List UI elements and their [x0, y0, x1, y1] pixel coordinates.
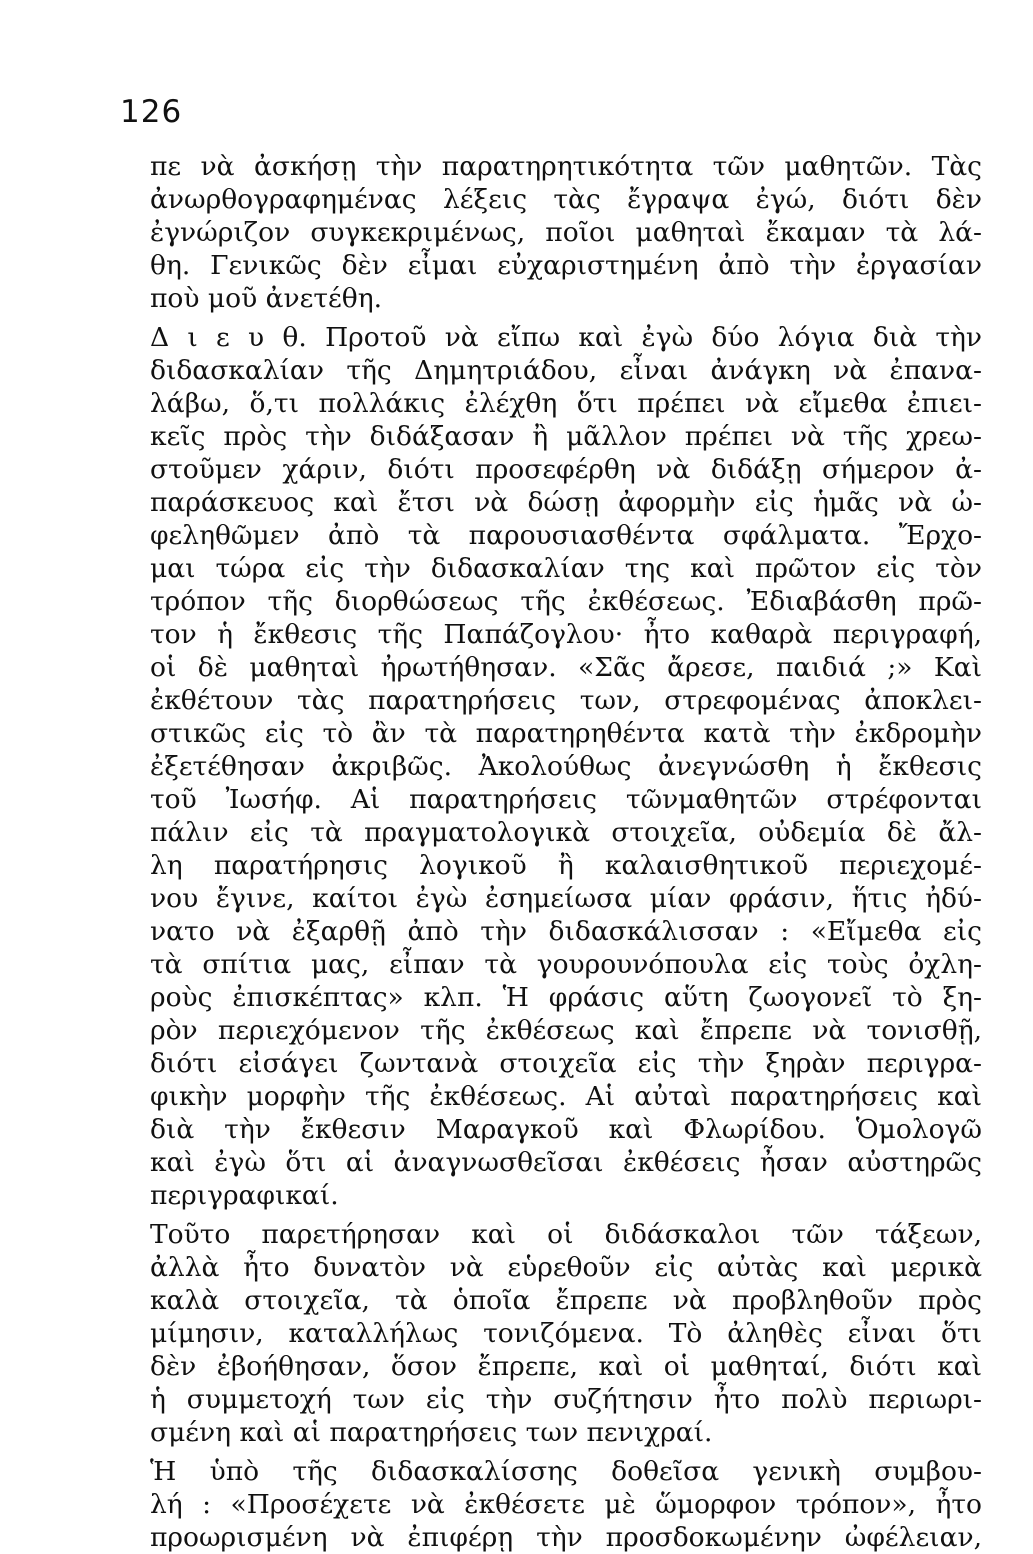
text-line: δὲν ἐβοήθησαν, ὅσον ἔπρεπε, καὶ οἱ μαθηταί, διότι καὶ	[150, 1351, 982, 1382]
text-line: ροὺς ἐπισκέπτας» κλπ. Ἡ φράσις αὕτη ζωογονεῖ τὸ ξη-	[150, 982, 982, 1013]
text-line: Τοῦτο παρετήρησαν καὶ οἱ διδάσκαλοι τῶν τάξεων,	[150, 1219, 982, 1250]
text-line: τρόπον τῆς διορθώσεως τῆς ἐκθέσεως. Ἐδιαβάσθη πρῶ-	[150, 586, 982, 617]
text-line: καλὰ στοιχεῖα, τὰ ὁποῖα ἔπρεπε νὰ προβληθοῦν πρὸς	[150, 1285, 982, 1316]
text-line: ἀλλὰ ἦτο δυνατὸν νὰ εὑρεθοῦν εἰς αὐτὰς καὶ μερικὰ	[150, 1252, 982, 1283]
text-line: παράσκευος καὶ ἔτσι νὰ δώσῃ ἀφορμὴν εἰς ἡμᾶς νὰ ὠ-	[150, 487, 982, 518]
text-line: ἀνωρθογραφημένας λέξεις τὰς ἔγραψα ἐγώ, διότι δὲν	[150, 184, 982, 215]
text-line: ἐκθέτουν τὰς παρατηρήσεις των, στρεφομένας ἀποκλει-	[150, 685, 982, 716]
text-line: νατο νὰ ἐξαρθῇ ἀπὸ τὴν διδασκάλισσαν : «Εἴμεθα εἰς	[150, 916, 982, 947]
paragraph-4	[150, 1455, 982, 1554]
text-line: καὶ ἐγὼ ὅτι αἱ ἀναγνωσθεῖσαι ἐκθέσεις ἦσαν αὐστηρῶς	[150, 1147, 982, 1178]
text-line: προωρισμένη νὰ ἐπιφέρῃ τὴν προσδοκωμένην ὠφέλειαν,	[150, 1522, 982, 1553]
text-line: πάλιν εἰς τὰ πραγματολογικὰ στοιχεῖα, οὐδεμία δὲ ἄλ-	[150, 817, 982, 848]
body-text	[150, 150, 982, 1554]
text-line: διότι εἰσάγει ζωντανὰ στοιχεῖα εἰς τὴν ξηρὰν περιγρα-	[150, 1048, 982, 1079]
text-line: πε νὰ ἀσκήσῃ τὴν παρατηρητικότητα τῶν μαθητῶν. Τὰς	[150, 151, 982, 182]
paragraph-2	[150, 321, 982, 1212]
text-line: στικῶς εἰς τὸ ἂν τὰ παρατηρηθέντα κατὰ τὴν ἐκδρομὴν	[150, 718, 982, 749]
text-line: θη. Γενικῶς δὲν εἶμαι εὐχαριστημένη ἀπὸ τὴν ἐργασίαν	[150, 250, 982, 281]
text-line: περιγραφικαί.	[150, 1180, 339, 1211]
page-number: 126	[120, 94, 183, 130]
paragraph-1	[150, 150, 982, 315]
text-line: ποὺ μοῦ ἀνετέθη.	[150, 283, 382, 314]
text-line: λή : «Προσέχετε νὰ ἐκθέσετε μὲ ὥμορφον τρόπον», ἦτο	[150, 1489, 982, 1520]
text-line: Δ ι ε υ θ. Προτοῦ νὰ εἴπω καὶ ἐγὼ δύο λόγια διὰ τὴν	[150, 322, 982, 353]
text-line: διδασκαλίαν τῆς Δημητριάδου, εἶναι ἀνάγκη νὰ ἐπανα-	[150, 355, 982, 386]
text-line: λη παρατήρησις λογικοῦ ἢ καλαισθητικοῦ περιεχομέ-	[150, 850, 982, 881]
text-line: Ἡ ὑπὸ τῆς διδασκαλίσσης δοθεῖσα γενικὴ συμβου-	[150, 1456, 982, 1487]
text-line: μαι τώρα εἰς τὴν διδασκαλίαν της καὶ πρῶτον εἰς τὸν	[150, 553, 982, 584]
text-line: ρὸν περιεχόμενον τῆς ἐκθέσεως καὶ ἔπρεπε νὰ τονισθῇ,	[150, 1015, 982, 1046]
text-line: νου ἔγινε, καίτοι ἐγὼ ἐσημείωσα μίαν φράσιν, ἥτις ἠδύ-	[150, 883, 982, 914]
paragraph-3	[150, 1218, 982, 1449]
text-line: κεῖς πρὸς τὴν διδάξασαν ἢ μᾶλλον πρέπει νὰ τῆς χρεω-	[150, 421, 982, 452]
text-line: οἱ δὲ μαθηταὶ ἠρωτήθησαν. «Σᾶς ἄρεσε, παιδιά ;» Καὶ	[150, 652, 982, 683]
text-line: σμένη καὶ αἱ παρατηρήσεις των πενιχραί.	[150, 1417, 713, 1448]
text-line: τον ἡ ἔκθεσις τῆς Παπάζογλου· ἦτο καθαρὰ περιγραφή,	[150, 619, 982, 650]
text-line: ἐξετέθησαν ἀκριβῶς. Ἀκολούθως ἀνεγνώσθη ἡ ἔκθεσις	[150, 751, 982, 782]
text-line: μίμησιν, καταλλήλως τονιζόμενα. Τὸ ἀληθὲς εἶναι ὅτι	[150, 1318, 982, 1349]
text-line: τοῦ Ἰωσήφ. Αἱ παρατηρήσεις τῶνμαθητῶν στρέφονται	[150, 784, 982, 815]
text-line: ἡ συμμετοχή των εἰς τὴν συζήτησιν ἦτο πολὺ περιωρι-	[150, 1384, 982, 1415]
text-line: ἐγνώριζον συγκεκριμένως, ποῖοι μαθηταὶ ἔκαμαν τὰ λά-	[150, 217, 982, 248]
text-line: λάβω, ὅ,τι πολλάκις ἐλέχθη ὅτι πρέπει νὰ εἴμεθα ἐπιει-	[150, 388, 982, 419]
text-line: φικὴν μορφὴν τῆς ἐκθέσεως. Αἱ αὐταὶ παρατηρήσεις καὶ	[150, 1081, 982, 1112]
text-line: στοῦμεν χάριν, διότι προσεφέρθη νὰ διδάξῃ σήμερον ἀ-	[150, 454, 982, 485]
text-line: φεληθῶμεν ἀπὸ τὰ παρουσιασθέντα σφάλματα. Ἔρχο-	[150, 520, 982, 551]
text-line: διὰ τὴν ἔκθεσιν Μαραγκοῦ καὶ Φλωρίδου. Ὁμολογῶ	[150, 1114, 982, 1145]
text-line: τὰ σπίτια μας, εἶπαν τὰ γουρουνόπουλα εἰς τοὺς ὀχλη-	[150, 949, 982, 980]
